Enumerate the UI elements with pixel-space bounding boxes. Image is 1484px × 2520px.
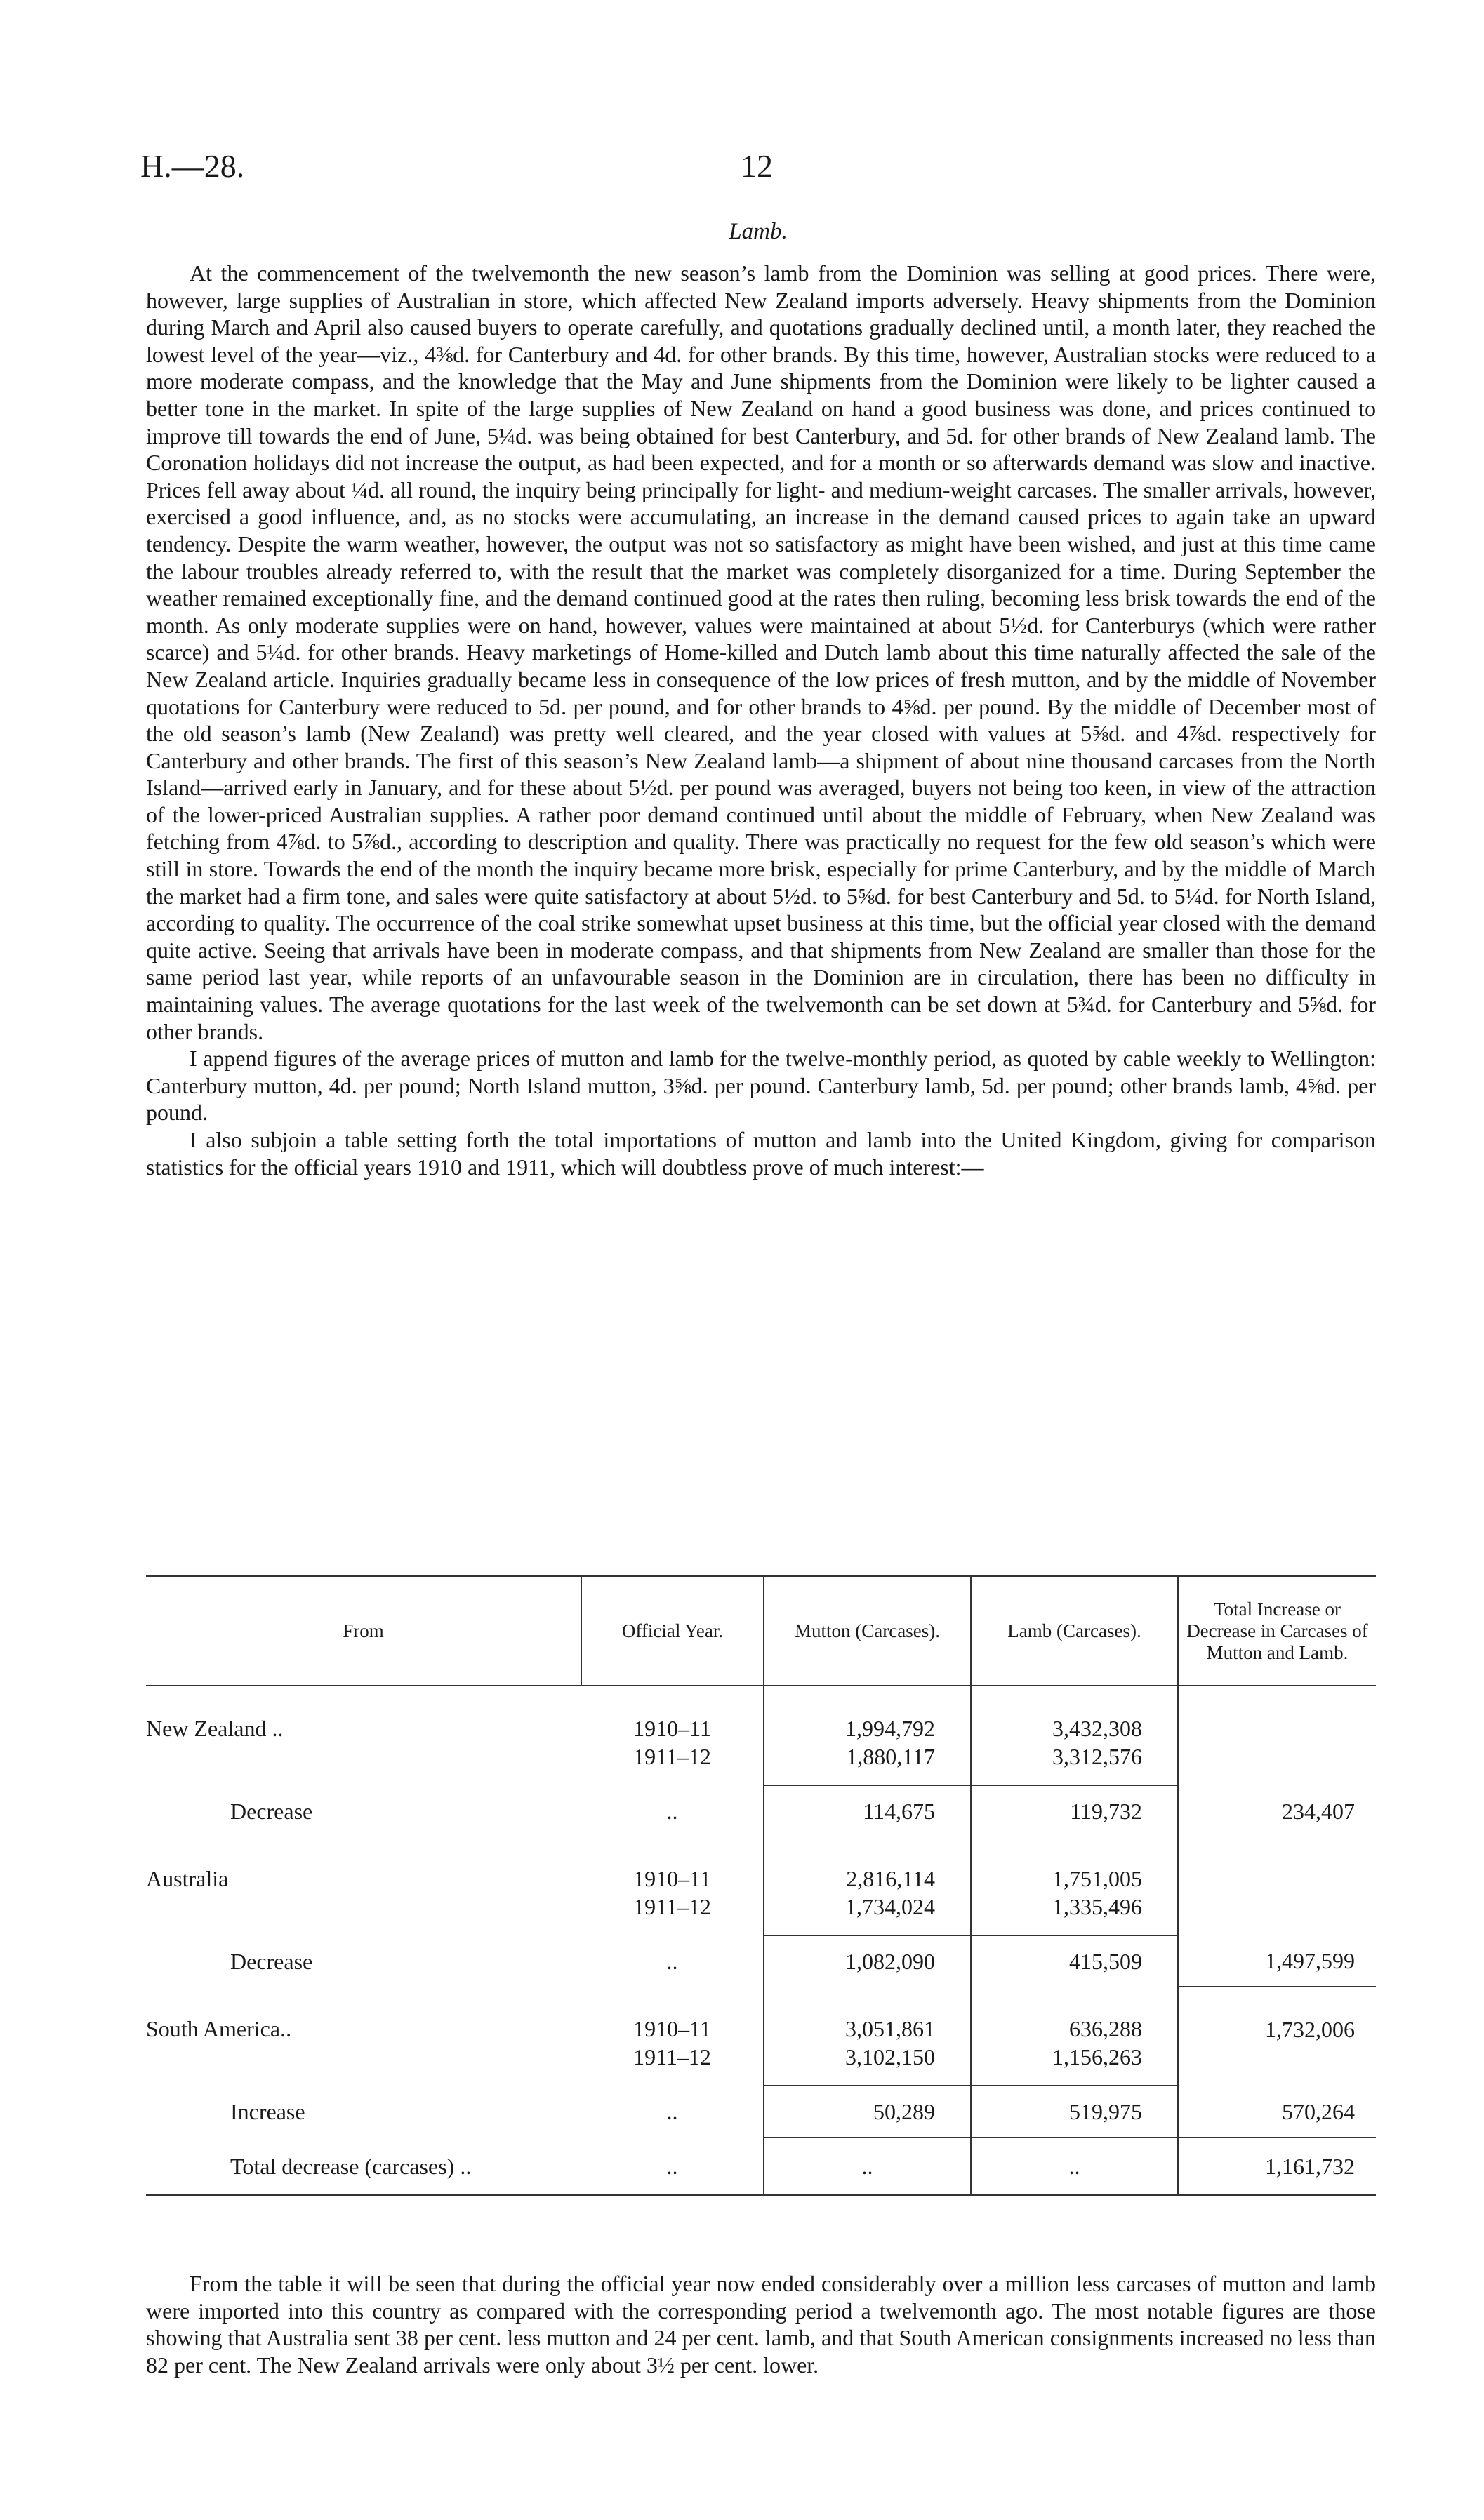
table-row	[146, 1785, 1376, 1836]
table-row	[146, 1987, 1376, 2086]
country-label: South America..	[146, 2016, 292, 2041]
header-year: Official Year.	[581, 1576, 764, 1686]
table-row	[146, 2138, 1376, 2195]
mutton-cell: 1,082,090	[764, 1935, 971, 1987]
grand-total-cell: 1,161,732	[1178, 2138, 1376, 2195]
running-total-cell: 1,732,006	[1178, 1987, 1376, 2086]
year-cell: 1910–11 1911–12	[633, 1716, 711, 1769]
section-title: Lamb.	[729, 219, 788, 244]
paragraph: At the commencement of the twelvemonth the new season’s lamb from the Dominion was selling at good prices. There were, however, large supplies of Australian in store, which affected New Zealand imports adversely. Heavy shipments from the Dominion during March and April also caused buyers to operate carefully, and quotations gradually declined until, a month later, they reached the lowest level of the year—viz., 4⅜d. for Canterbury and 4d. for other brands. By this time, however, Australian stocks were reduced to a more moderate compass, and the knowledge that the May and June shipments from the Dominion were likely to be lighter caused a better tone in the market. In spite of the large supplies of New Zealand on hand a good business was done, and prices continued to improve till towards the end of June, 5¼d. was being obtained for best Canterbury, and 5d. for other brands of New Zealand lamb. The Coronation holidays did not increase the output, as had been expected, and for a month or so afterwards demand was slow and inactive. Prices fell away about ¼d. all round, the inquiry being principally for light- and medium-weight carcases. The smaller arrivals, however, exercised a good influence, and, as no stocks were accumulating, an increase in the demand caused prices to again take an upward tendency. Despite the warm weather, however, the output was not so satisfactory as might have been wished, and just at this time came the labour troubles already referred to, with the result that the market was completely disorganized for a time. During September the weather remained exceptionally fine, and the demand continued good at the rates then ruling, becoming less brisk towards the end of the month. As only moderate supplies were on hand, however, values were maintained at about 5½d. for Canterburys (which were rather scarce) and 5¼d. for other brands. Heavy marketings of Home-killed and Dutch lamb about this time naturally affected the sale of the New Zealand article. Inquiries gradually became less in consequence of the low prices of fresh mutton, and by the middle of November quotations for Canterbury were reduced to 5d. per pound, and for other brands to 4⅝d. per pound. By the middle of December most of the old season’s lamb (New Zealand) was pretty well cleared, and the year closed with values at 5⅝d. and 4⅞d. respectively for Canterbury and other brands. The first of this season’s New Zealand lamb—a shipment of about nine thousand carcases from the North Island—arrived early in January, and for these about 5½d. per pound was averaged, buyers not being too keen, in view of the attraction of the lower-priced Australian supplies. A rather poor demand continued until about the middle of February, when New Zealand was fetching from 4⅞d. to 5⅞d., according to description and quality. There was practically no request for the few old season’s which were still in store. Towards the end of the month the inquiry became more brisk, especially for prime Canterbury, and by the middle of March the market had a firm tone, and sales were quite satisfactory at about 5½d. to 5⅝d. for best Canterbury and 5d. to 5¼d. for North Island, according to quality. The occurrence of the coal strike somewhat upset business at this time, but the official year closed with the demand quite active. Seeing that arrivals have been in moderate compass, and that shipments from New Zealand are smaller than those for the same period last year, while reports of an unfavourable season in the Dominion are in circulation, there has been no difficulty in maintaining values. The average quotations for the last week of the twelvemonth can be set down at 5¾d. for Canterbury and 5⅝d. for other brands.	[146, 260, 1376, 1044]
page-header	[140, 147, 1376, 196]
body-text-top	[146, 260, 1376, 1180]
total-cell	[1178, 1686, 1376, 1785]
header-total: Total Increase or Decrease in Carcases of Mutton and Lamb.	[1178, 1576, 1376, 1686]
mutton-cell: 3,051,861 3,102,150	[764, 1987, 971, 2086]
mutton-cell: 50,289	[764, 2086, 971, 2138]
lamb-cell: 519,975	[971, 2086, 1178, 2138]
total-cell: 570,264	[1178, 2086, 1376, 2138]
total-cell: 1,497,599	[1178, 1935, 1376, 1987]
paragraph: I append figures of the average prices of mutton and lamb for the twelve-monthly period, as quoted by cable weekly to Wellington: Canterbury mutton, 4d. per pound; North Island mutton, 3⅝d. per pound. Canterbury lamb, 5d. per pound; other brands lamb, 4⅝d. per pound.	[146, 1046, 1376, 1126]
lamb-cell: 415,509	[971, 1935, 1178, 1987]
body-text-bottom	[146, 2270, 1376, 2378]
subtotal-label: Increase	[230, 2099, 305, 2124]
table-row	[146, 2086, 1376, 2138]
country-label: New Zealand ..	[146, 1716, 284, 1741]
page-number: 12	[741, 148, 773, 184]
table-row	[146, 1836, 1376, 1935]
paragraph: I also subjoin a table setting forth the total importations of mutton and lamb into the United Kingdom, giving for comparison statistics for the official years 1910 and 1911, which will doubtless prove of much interest:—	[146, 1127, 1376, 1180]
country-label: Australia	[146, 1866, 229, 1891]
header-lamb: Lamb (Carcases).	[971, 1576, 1178, 1686]
mutton-cell: ..	[764, 2138, 971, 2195]
report-reference: H.—28.	[140, 148, 245, 184]
subtotal-label: Decrease	[230, 1948, 313, 1974]
total-cell: 234,407	[1178, 1785, 1376, 1836]
header-from: From	[146, 1576, 581, 1686]
table-row	[146, 1686, 1376, 1785]
year-cell: 1910–11 1911–12	[633, 1866, 711, 1919]
lamb-cell: 636,288 1,156,263	[971, 1987, 1178, 2086]
imports-table	[146, 1575, 1376, 2196]
lamb-cell: 1,751,005 1,335,496	[971, 1836, 1178, 1935]
mutton-cell: 114,675	[764, 1785, 971, 1836]
table-row	[146, 1935, 1376, 1987]
year-cell: ..	[666, 1798, 678, 1824]
total-cell	[1178, 1836, 1376, 1935]
mutton-cell: 1,994,792 1,880,117	[764, 1686, 971, 1785]
mutton-cell: 2,816,114 1,734,024	[764, 1836, 971, 1935]
subtotal-label: Decrease	[230, 1798, 313, 1824]
lamb-cell: 3,432,308 3,312,576	[971, 1686, 1178, 1785]
lamb-cell: ..	[971, 2138, 1178, 2195]
year-cell: ..	[666, 1948, 678, 1974]
paragraph: From the table it will be seen that during the official year now ended considerably over a million less carcases of mutton and lamb were imported into this country as compared with the corresponding period a twelvemonth ago. The most notable figures are those showing that Australia sent 38 per cent. less mutton and 24 per cent. lamb, and that South American consignments increased no less than 82 per cent. The New Zealand arrivals were only about 3½ per cent. lower.	[146, 2271, 1376, 2378]
table-header-row	[146, 1576, 1376, 1686]
year-cell: ..	[666, 2099, 678, 2124]
total-label: Total decrease (carcases) ..	[230, 2153, 472, 2179]
lamb-cell: 119,732	[971, 1785, 1178, 1836]
header-mutton: Mutton (Carcases).	[764, 1576, 971, 1686]
year-cell: ..	[666, 2153, 678, 2179]
year-cell: 1910–11 1911–12	[633, 2016, 711, 2069]
